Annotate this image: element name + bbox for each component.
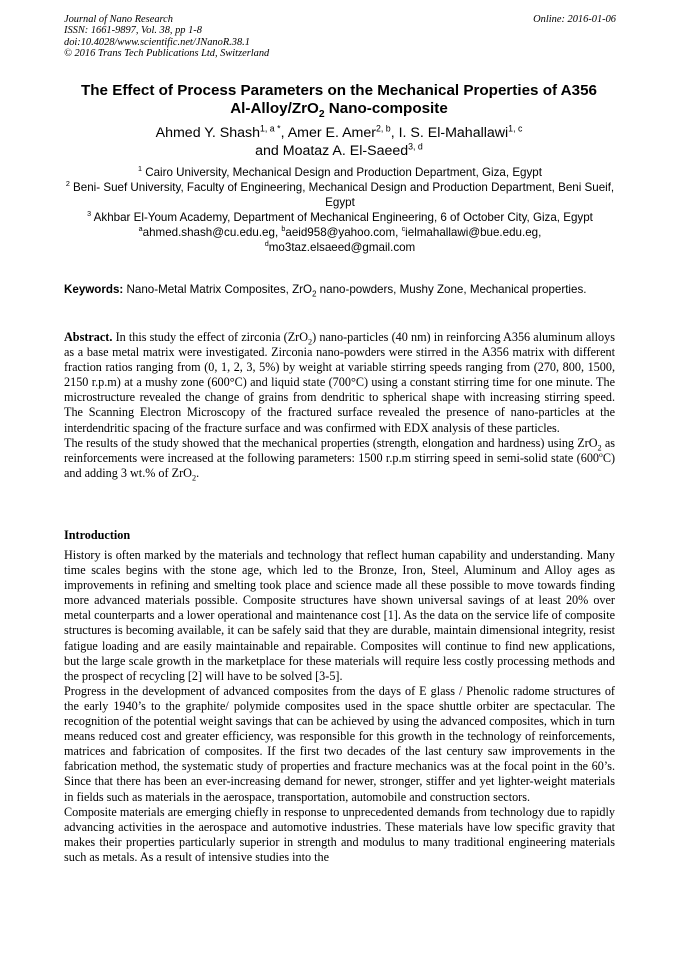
email-link[interactable]: ielmahallawi@bue.edu.eg, xyxy=(405,226,542,239)
journal-name: Journal of Nano Research xyxy=(64,14,173,25)
title-line-1: The Effect of Process Parameters on the Mechanical Properties of A356 xyxy=(81,82,597,99)
email-link[interactable]: aeid958@yahoo.com, xyxy=(285,226,402,239)
author-name: Ahmed Y. Shash xyxy=(155,125,261,141)
keywords-label: Keywords: xyxy=(64,283,124,296)
abstract-paragraph-2: The results of the study showed that the mechanical properties (strength, elongation and hardness) using ZrO$_2$ as reinforcements were increased at the following parameters: 1500 r.p.m stirring speed in semi-solid state (600$^o$C) and adding 3 wt.% of ZrO$_2$. xyxy=(64,435,615,483)
journal-issn: ISSN: 1661-9897, Vol. 38, pp 1-8 xyxy=(64,25,202,37)
email-link[interactable]: ahmed.shash@cu.edu.eg, xyxy=(142,226,282,239)
intro-paragraph-1: History is often marked by the materials and technology that reflect human capability and understanding. Many time scales begins with the stone age, which led to the Bronze, Iron, Steel, Aluminum and Alloy ages as improvements in refining and smelting took place and science made all these possible to move towards finding more advanced materials possible. Composite structures have shown universal savings of at least 20% over metal counterparts and a lower operational and maintenance cost [1]. As the data on the service life of composite structures is becoming available, it can be safely said that they are durable, maintain dimensional integrity, resist fatigue loading and are easily maintainable and repairable. Composites will continue to find new applications, but the large scale growth in the marketplace for these materials will require less costly processing methods and the prospect of recycling [2] will have to be solved [3-5]. xyxy=(64,548,615,683)
affiliation-3: $^3$ Akhbar El-Youm Academy, Department of Mechanical Engineering, 6 of October City, Giza, Egypt xyxy=(87,209,593,224)
title-line-2: Al-Alloy/ZrO$_2$ Nano-composite xyxy=(230,100,448,121)
abstract-paragraph-1: Abstract. In this study the effect of zirconia (ZrO$_2$) nano-particles (40 nm) in reinforcing A356 aluminum alloys as a base metal matrix were investigated. Zirconia nano-powders were stirred in the A356 matrix with different fraction ratios ranging from (0, 1, 2, 3, 5%) by weight at variable stirring speeds ranging from (270, 800, 1500, 2150 r.p.m) at a mushy zone (600°C) and liquid state (700°C) using a constant stirring time for one minute. The microstructure revealed the change of grains from dendritic to spherical shape with increasing stirring speed. The Scanning Electron Microscopy of the fractured surface revealed the presence of nano-particles at the interdendritic spacing of the fracture surface and was confirmed with EDX analysis of these particles. xyxy=(64,330,615,435)
journal-doi: doi:10.4028/www.scientific.net/JNanoR.38.1 xyxy=(64,36,250,48)
author-line-2: and Moataz A. El-Saeed$^{3, d}$ xyxy=(255,141,423,159)
author-line-1: Ahmed Y. Shash$^{1, a *}$, Amer E. Amer$^{2, b}$, I. S. El-Mahallawi$^{1, c}$ xyxy=(155,123,523,141)
paper-title xyxy=(50,82,628,121)
affiliations xyxy=(64,165,616,255)
introduction-body xyxy=(64,548,615,865)
author-name: Amer E. Amer xyxy=(287,125,376,141)
author-name: I. S. El-Mahallawi xyxy=(398,125,509,141)
email-line-1: $^a$ahmed.shash@cu.edu.eg, $^b$aeid958@yahoo.com, $^c$ielmahallawi@bue.edu.eg, xyxy=(138,224,542,239)
online-date: Online: 2016-01-06 xyxy=(533,14,616,25)
intro-paragraph-2: Progress in the development of advanced composites from the days of E glass / Phenolic radome structures of the early 1940’s to the graphite/ polymide composites used in the space shuttle orbiter are spectacular. The recognition of the potential weight savings that can be achieved by using the advanced composites, which in turn means reduced cost and greater efficiency, was responsible for this growth in the technology of reinforcements, matrices and fabrication of composites. If the first two decades of the last century saw improvements in the fabrication method, the systematic study of properties and fracture mechanics was at the focal point in the 60’s. Since that there has been an ever-increasing demand for newer, stronger, stiffer and yet lighter-weight materials in fields such as materials in the aerospace, transportation, automobile and construction sectors. xyxy=(64,683,615,804)
author-list xyxy=(50,124,628,160)
affiliation-2: $^2$ Beni- Suef University, Faculty of Engineering, Mechanical Design and Production Department, Beni Sueif, Egypt xyxy=(65,179,615,209)
affiliation-1: $^1$ Cairo University, Mechanical Design and Production Department, Giza, Egypt xyxy=(138,164,542,179)
journal-header xyxy=(64,14,616,60)
keywords: Keywords: Nano-Metal Matrix Composites, ZrO$_2$ nano-powders, Mushy Zone, Mechanical properties. xyxy=(64,283,587,299)
email-line-2: $^d$mo3taz.elsaeed@gmail.com xyxy=(264,239,416,254)
email-link[interactable]: mo3taz.elsaeed@gmail.com xyxy=(268,241,416,254)
journal-copyright: © 2016 Trans Tech Publications Ltd, Switzerland xyxy=(64,48,270,60)
intro-paragraph-3: Composite materials are emerging chiefly in response to unprecedented demands from technology due to rapidly advancing activities in the aerospace and automotive industries. These materials have low specific gravity that makes their properties particularly superior in strength and modulus to many traditional engineering materials such as metals. As a result of intensive studies into the xyxy=(64,804,615,864)
section-heading-introduction: Introduction xyxy=(64,528,131,542)
abstract-label: Abstract. xyxy=(64,330,113,344)
abstract xyxy=(64,330,615,481)
author-name: and Moataz A. El-Saeed xyxy=(255,143,409,159)
